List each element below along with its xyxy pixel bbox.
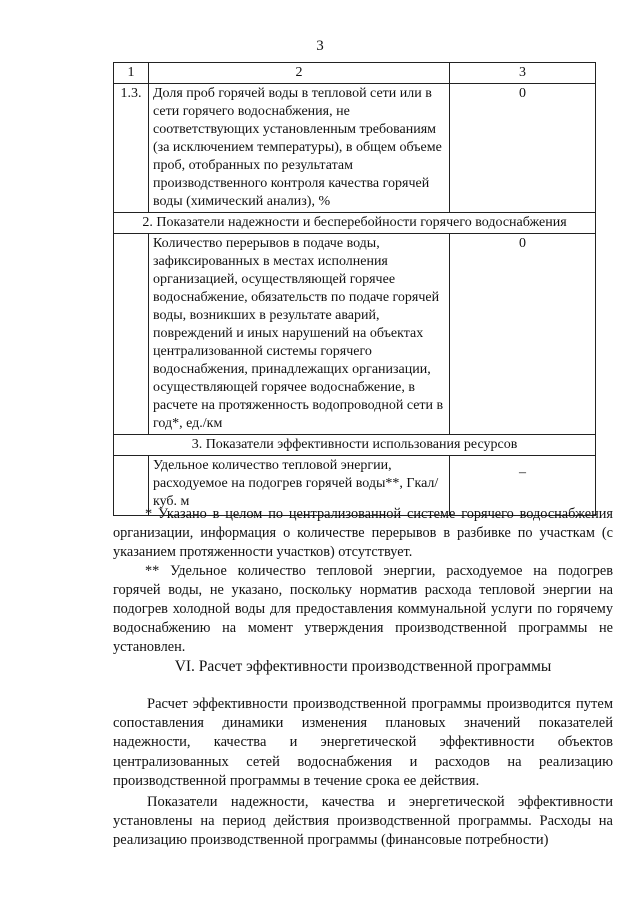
section-title-2: 2. Показатели надежности и бесперебойности горячего водоснабжения bbox=[114, 213, 596, 234]
section-row bbox=[114, 213, 596, 234]
row-number: 1.3. bbox=[114, 84, 149, 213]
paragraph: Расчет эффективности производственной программы производится путем сопоставления динамики изменения плановых значений показателей надежности, качества и энергетической эффективности объектов централизованных сетей водоснабжения и расходов на реализацию производственной программы в течение срока ее действия. bbox=[113, 696, 613, 789]
row-value: – bbox=[450, 456, 596, 516]
header-col-3: 3 bbox=[450, 63, 596, 84]
section-row bbox=[114, 435, 596, 456]
header-col-2: 2 bbox=[149, 63, 450, 84]
row-number bbox=[114, 234, 149, 435]
section-heading: VI. Расчет эффективности производственной программы bbox=[174, 658, 552, 675]
page-number: 3 bbox=[316, 38, 324, 54]
footnotes bbox=[113, 505, 613, 657]
section-title-3: 3. Показатели эффективности использования ресурсов bbox=[114, 435, 596, 456]
footnote-1: * Указано в целом по централизованной системе горячего водоснабжения организации, информация о количестве перерывов в разбивке по участкам (с указанием протяженности участков) отсутствует. bbox=[113, 506, 613, 560]
body-text bbox=[113, 695, 613, 853]
row-description: Удельное количество тепловой энергии, расходуемое на подогрев горячей воды**, Гкал/ куб. м bbox=[149, 456, 450, 516]
indicators-table bbox=[113, 62, 596, 516]
table-row bbox=[114, 234, 596, 435]
table-header-row bbox=[114, 63, 596, 84]
row-value: 0 bbox=[450, 234, 596, 435]
row-value: 0 bbox=[450, 84, 596, 213]
row-description: Количество перерывов в подаче воды, зафиксированных в местах исполнения организацией, осуществляющей горячее водоснабжение, обязательств по подаче горячей воды, возникших в результате аварий, повреждений и иных нарушений на объектах централизованной системы горячего водоснабжения, принадлежащих организации, осуществляющей горячее водоснабжение, в расчете на протяженность водопроводной сети в год*, ед./км bbox=[149, 234, 450, 435]
footnote-2: ** Удельное количество тепловой энергии, расходуемое на подогрев горячей воды, не указано, поскольку норматив расхода тепловой энергии на подогрев холодной воды для предоставления коммунальной услуги по горячему водоснабжению на момент утверждения производственной программы не установлен. bbox=[113, 563, 613, 655]
table-row bbox=[114, 84, 596, 213]
paragraph: Показатели надежности, качества и энергетической эффективности установлены на период действия производственной программы. Расходы на реализацию производственной программы (финансовые потребности) bbox=[113, 794, 613, 849]
row-description: Доля проб горячей воды в тепловой сети или в сети горячего водоснабжения, не соответствующих установленным требованиям (за исключением температуры), в общем объеме проб, отобранных по результатам производственного контроля качества горячей воды (химический анализ), % bbox=[149, 84, 450, 213]
header-col-1: 1 bbox=[114, 63, 149, 84]
